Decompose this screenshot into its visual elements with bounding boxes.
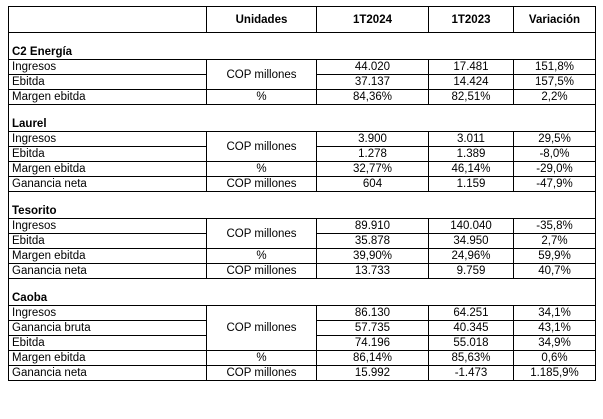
value-1t2024: 86,14% xyxy=(317,351,429,366)
row-unit: COP millones xyxy=(207,132,317,162)
header-unidades: Unidades xyxy=(207,7,317,33)
value-variacion: 157,5% xyxy=(514,75,596,90)
section-laurel xyxy=(9,111,596,132)
value-1t2024: 89.910 xyxy=(317,219,429,234)
section-caoba xyxy=(9,285,596,306)
value-1t2024: 37.137 xyxy=(317,75,429,90)
table-row xyxy=(9,60,596,75)
value-variacion: -29,0% xyxy=(514,162,596,177)
value-1t2023: -1.473 xyxy=(429,366,514,381)
row-label: Ebitda xyxy=(9,75,207,90)
row-unit: COP millones xyxy=(207,264,317,279)
value-1t2023: 3.011 xyxy=(429,132,514,147)
row-label: Ganancia bruta xyxy=(9,321,207,336)
value-1t2023: 140.040 xyxy=(429,219,514,234)
row-label: Margen ebitda xyxy=(9,249,207,264)
value-1t2023: 55.018 xyxy=(429,336,514,351)
section-tesorito xyxy=(9,198,596,219)
value-1t2023: 24,96% xyxy=(429,249,514,264)
row-label: Ganancia neta xyxy=(9,264,207,279)
value-variacion: -35,8% xyxy=(514,219,596,234)
section-title: Laurel xyxy=(9,111,596,132)
section-title: C2 Energía xyxy=(9,39,596,60)
value-1t2024: 35.878 xyxy=(317,234,429,249)
table-row xyxy=(9,351,596,366)
value-1t2024: 57.735 xyxy=(317,321,429,336)
row-unit: % xyxy=(207,351,317,366)
value-1t2023: 34.950 xyxy=(429,234,514,249)
value-1t2024: 13.733 xyxy=(317,264,429,279)
value-1t2023: 1.389 xyxy=(429,147,514,162)
header-row xyxy=(9,7,596,33)
row-label: Margen ebitda xyxy=(9,162,207,177)
value-1t2024: 15.992 xyxy=(317,366,429,381)
value-1t2023: 40.345 xyxy=(429,321,514,336)
value-1t2023: 82,51% xyxy=(429,90,514,105)
row-unit: % xyxy=(207,249,317,264)
row-unit: COP millones xyxy=(207,177,317,192)
value-variacion: -47,9% xyxy=(514,177,596,192)
value-1t2023: 64.251 xyxy=(429,306,514,321)
value-variacion: 40,7% xyxy=(514,264,596,279)
row-unit: COP millones xyxy=(207,306,317,351)
header-variacion: Variación xyxy=(514,7,596,33)
table-row xyxy=(9,177,596,192)
value-variacion: 34,9% xyxy=(514,336,596,351)
row-label: Ingresos xyxy=(9,219,207,234)
value-1t2024: 84,36% xyxy=(317,90,429,105)
row-unit: COP millones xyxy=(207,60,317,90)
value-1t2024: 32,77% xyxy=(317,162,429,177)
row-label: Ebitda xyxy=(9,234,207,249)
header-1t2023: 1T2023 xyxy=(429,7,514,33)
value-variacion: 59,9% xyxy=(514,249,596,264)
section-title: Caoba xyxy=(9,285,596,306)
row-unit: % xyxy=(207,90,317,105)
value-variacion: 0,6% xyxy=(514,351,596,366)
value-variacion: 151,8% xyxy=(514,60,596,75)
row-label: Ebitda xyxy=(9,336,207,351)
row-label: Margen ebitda xyxy=(9,90,207,105)
row-label: Ganancia neta xyxy=(9,177,207,192)
row-label: Ingresos xyxy=(9,60,207,75)
value-variacion: 2,2% xyxy=(514,90,596,105)
value-variacion: 1.185,9% xyxy=(514,366,596,381)
value-1t2023: 1.159 xyxy=(429,177,514,192)
section-c2-energia xyxy=(9,39,596,60)
row-label: Ganancia neta xyxy=(9,366,207,381)
value-1t2023: 14.424 xyxy=(429,75,514,90)
table-row xyxy=(9,162,596,177)
value-1t2023: 46,14% xyxy=(429,162,514,177)
section-title: Tesorito xyxy=(9,198,596,219)
table-row xyxy=(9,306,596,321)
value-1t2023: 9.759 xyxy=(429,264,514,279)
table-row xyxy=(9,264,596,279)
value-variacion: 43,1% xyxy=(514,321,596,336)
table-row xyxy=(9,249,596,264)
value-1t2024: 3.900 xyxy=(317,132,429,147)
value-variacion: -8,0% xyxy=(514,147,596,162)
value-1t2024: 604 xyxy=(317,177,429,192)
row-label: Margen ebitda xyxy=(9,351,207,366)
row-unit: COP millones xyxy=(207,366,317,381)
row-label: Ebitda xyxy=(9,147,207,162)
row-unit: % xyxy=(207,162,317,177)
value-1t2023: 85,63% xyxy=(429,351,514,366)
header-1t2024: 1T2024 xyxy=(317,7,429,33)
row-label: Ingresos xyxy=(9,306,207,321)
value-1t2023: 17.481 xyxy=(429,60,514,75)
value-1t2024: 86.130 xyxy=(317,306,429,321)
value-variacion: 34,1% xyxy=(514,306,596,321)
table-row xyxy=(9,132,596,147)
table-row xyxy=(9,219,596,234)
value-variacion: 29,5% xyxy=(514,132,596,147)
table-row xyxy=(9,366,596,381)
row-unit: COP millones xyxy=(207,219,317,249)
table-row xyxy=(9,90,596,105)
header-blank xyxy=(9,7,207,33)
value-1t2024: 1.278 xyxy=(317,147,429,162)
value-variacion: 2,7% xyxy=(514,234,596,249)
value-1t2024: 74.196 xyxy=(317,336,429,351)
results-table xyxy=(8,6,596,381)
value-1t2024: 44.020 xyxy=(317,60,429,75)
row-label: Ingresos xyxy=(9,132,207,147)
value-1t2024: 39,90% xyxy=(317,249,429,264)
